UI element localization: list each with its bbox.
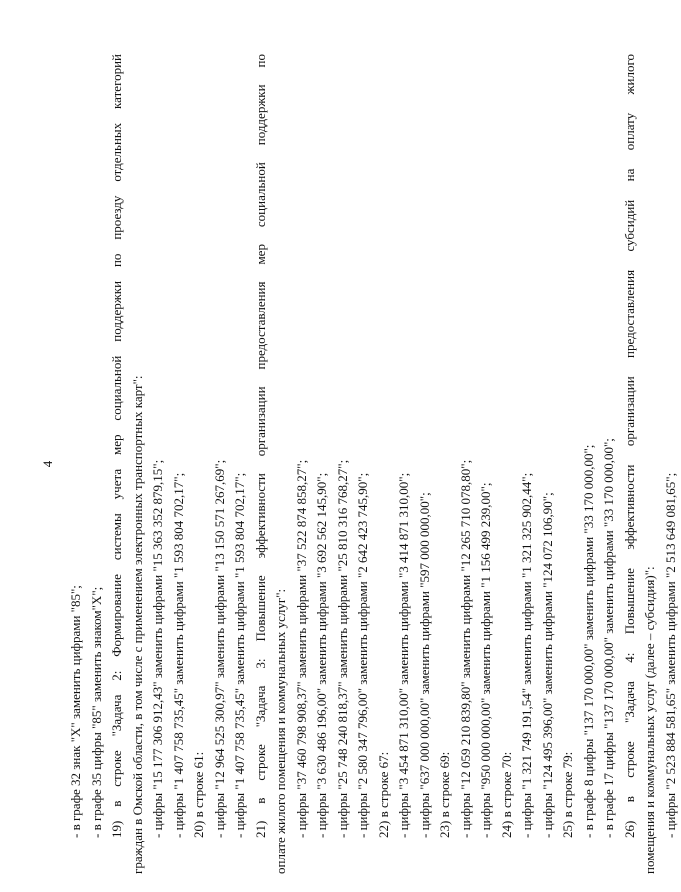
document-line: - цифры "124 495 396,00" заменить цифрами "124 072 106,90";	[539, 492, 555, 838]
document-line: 19) в строке "Задача 2: Формирование системы учета мер социальной поддержки по проезду отдельных категорий	[109, 54, 124, 838]
document-line: 23) в строке 69:	[437, 751, 452, 838]
document-line: - цифры "1 407 758 735,45" заменить цифрами "1 593 804 702,17";	[170, 472, 186, 838]
document-line: граждан в Омской области, в том числе с применением электронных транспортных карт":	[129, 375, 145, 874]
document-body	[66, 54, 681, 874]
document-line: - цифры "37 460 798 908,37" заменить цифрами "37 522 874 858,27";	[293, 459, 309, 838]
document-line: - цифры "637 000 000,00" заменить цифрами "597 000 000,00";	[416, 492, 432, 838]
document-line: 26) в строке "Задача 4: Повышение эффективности организации предоставления субсидий на оплату жилого	[621, 54, 637, 838]
document-line: - цифры "3 630 486 196,00" заменить цифрами "3 692 562 145,90";	[314, 472, 329, 838]
document-line: - цифры "25 748 240 818,37" заменить цифрами "25 810 316 768,27";	[334, 459, 350, 838]
document-line: - цифры "3 454 871 310,00" заменить цифрами "3 414 871 310,00";	[396, 472, 411, 838]
document-line: - в графе 32 знак "Х" заменить цифрами "85";	[68, 585, 83, 838]
page-number: 4	[40, 460, 55, 468]
document-line: помещения и коммунальных услуг (далее – субсидия)":	[642, 566, 657, 874]
document-line: - цифры "2 580 347 796,00" заменить цифрами "2 642 423 745,90";	[355, 472, 370, 838]
document-line: - цифры "12 059 210 839,80" заменить цифрами "12 265 710 078,80";	[457, 459, 473, 838]
document-line: - цифры "2 523 884 581,65" заменить цифрами "2 513 649 081,65";	[662, 472, 678, 838]
document-line: 24) в строке 70:	[498, 751, 514, 838]
document-line: - цифры "1 321 749 191,54" заменить цифрами "1 321 325 902,44";	[519, 472, 534, 838]
document-line: - цифры "1 407 758 735,45" заменить цифрами "1 593 804 702,17";	[232, 472, 247, 838]
document-line: - цифры "12 964 525 300,97" заменить цифрами "13 150 571 267,69";	[211, 459, 227, 838]
document-line: оплате жилого помещения и коммунальных услуг":	[273, 588, 288, 874]
document-line: 21) в строке "Задача 3: Повышение эффективности организации предоставления мер социальной поддержки по	[252, 54, 268, 838]
document-line: 20) в строке 61:	[191, 751, 206, 838]
document-line: 22) в строке 67:	[375, 751, 391, 838]
document-line: - в графе 17 цифры "137 170 000,00" заменить цифрами "33 170 000,00";	[601, 438, 616, 838]
document-line: 25) в строке 79:	[560, 751, 575, 838]
document-line: - цифры "950 000 000,00" заменить цифрами "1 156 499 239,00";	[478, 482, 493, 838]
document-line: - в графе 35 цифры "85" заменить знаком"Х";	[88, 586, 104, 838]
document-line: - цифры "15 177 306 912,43" заменить цифрами "15 363 352 879,15";	[150, 459, 165, 838]
document-line: - в графе 8 цифры "137 170 000,00" заменить цифрами "33 170 000,00";	[580, 444, 596, 838]
rotated-document-page	[40, 54, 678, 874]
